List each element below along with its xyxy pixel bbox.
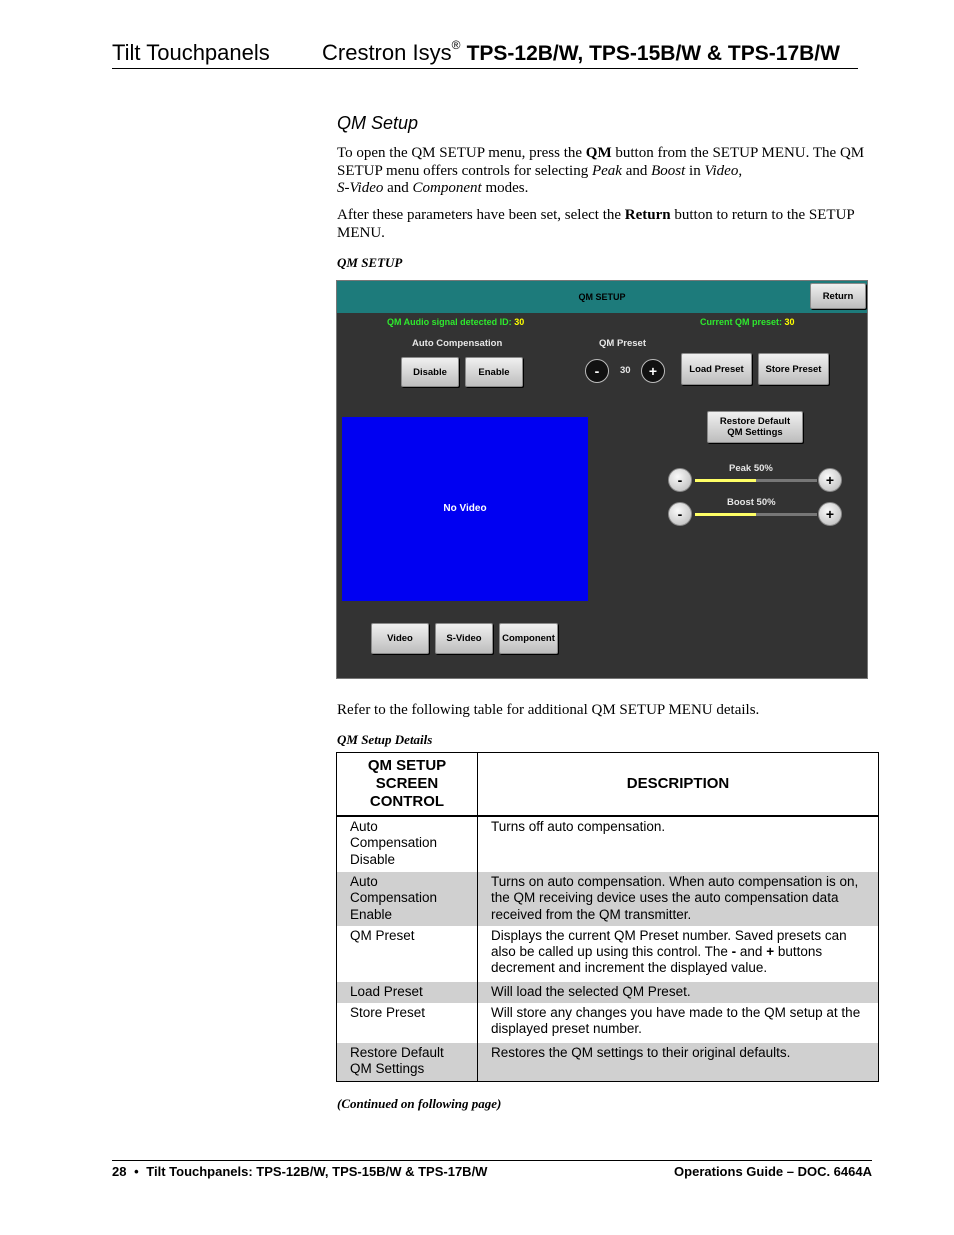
no-video-label: No Video <box>443 503 487 514</box>
header-line: SCREEN <box>375 775 439 792</box>
video-button[interactable]: Video <box>371 623 429 654</box>
header-left: Tilt Touchpanels <box>112 40 270 65</box>
control-cell: Store Preset <box>337 1003 478 1043</box>
header-line: QM SETUP <box>367 757 447 774</box>
preset-value: 30 <box>620 365 631 376</box>
desc-text: buttons decrement and increment the displayed value. <box>491 944 823 976</box>
qm-setup-screen <box>336 280 868 679</box>
load-preset-button[interactable]: Load Preset <box>681 353 752 385</box>
table-row <box>337 982 879 1003</box>
auto-compensation-label: Auto Compensation <box>412 338 503 349</box>
peak-label: Peak 50% <box>729 463 773 474</box>
description-cell: Restores the QM settings to their original defaults. <box>478 1043 879 1081</box>
peak-plus-button[interactable]: + <box>818 468 842 492</box>
control-cell <box>337 1043 478 1081</box>
text: After these parameters have been set, select the <box>337 207 625 223</box>
boost-slider[interactable] <box>695 513 817 516</box>
component-button[interactable]: Component <box>499 623 558 654</box>
signal-detected-readout <box>387 317 524 327</box>
bold-return: Return <box>624 207 671 223</box>
table-row <box>337 816 879 872</box>
page-header <box>112 38 858 69</box>
description-cell: Turns off auto compensation. <box>478 816 879 872</box>
text: in <box>685 162 705 179</box>
enable-button[interactable]: Enable <box>465 357 523 387</box>
header-line: CONTROL <box>369 793 445 810</box>
italic-svideo: S-Video <box>337 180 384 196</box>
header-right <box>322 40 840 66</box>
signal-value: 30 <box>514 317 525 327</box>
header-models: TPS-12B/W, TPS-15B/W & TPS-17B/W <box>466 42 840 65</box>
current-value: 30 <box>784 317 795 327</box>
registered-mark: ® <box>451 38 461 52</box>
screen-title: QM SETUP <box>578 292 626 302</box>
description-cell: Turns on auto compensation. When auto compensation is on, the QM receiving device uses the auto compensation data received from the QM transmitter. <box>478 872 879 926</box>
preset-plus-button[interactable]: + <box>641 359 665 383</box>
peak-slider[interactable] <box>695 479 817 482</box>
signal-label: QM Audio signal detected ID: <box>387 317 512 327</box>
description-cell: Will load the selected QM Preset. <box>478 982 879 1003</box>
peak-slider-fill <box>695 479 756 482</box>
restore-line-2: QM Settings <box>727 427 783 438</box>
italic-peak: Peak <box>591 162 622 179</box>
table-row <box>337 872 879 926</box>
page-number: 28 <box>112 1164 127 1179</box>
table-row <box>337 926 879 982</box>
description-cell <box>478 926 879 982</box>
footer-left: Tilt Touchpanels: TPS-12B/W, TPS-15B/W & TPS-17B/W <box>146 1164 488 1179</box>
restore-line-1: Restore Default <box>719 416 791 427</box>
text: To open the QM SETUP menu, press the <box>337 145 586 161</box>
bold-minus: - <box>731 944 737 960</box>
title-bar <box>337 281 867 313</box>
control-cell <box>337 816 478 872</box>
table-row <box>337 1003 879 1043</box>
control-text: Disable <box>350 851 396 867</box>
bold-qm: QM <box>585 145 612 161</box>
table-intro-paragraph: Refer to the following table for additional QM SETUP MENU details. <box>337 702 760 718</box>
return-button[interactable]: Return <box>810 283 866 309</box>
boost-slider-fill <box>695 513 756 516</box>
preset-minus-button[interactable]: - <box>585 359 609 383</box>
table-header-row <box>337 753 879 817</box>
control-text: Auto <box>350 874 378 889</box>
current-preset-readout <box>700 317 795 327</box>
header-brand: Crestron Isys <box>322 40 452 65</box>
boost-label: Boost 50% <box>727 497 776 508</box>
text: , <box>738 162 743 179</box>
desc-text: Displays the current QM Preset number. Saved presets can also be called up using this control. The <box>491 927 847 960</box>
peak-minus-button[interactable]: - <box>668 468 692 492</box>
section-title: QM Setup <box>337 113 419 133</box>
text: and <box>621 162 652 179</box>
video-preview <box>342 417 588 601</box>
return-paragraph <box>337 207 867 242</box>
boost-plus-button[interactable]: + <box>818 502 842 526</box>
boost-minus-button[interactable]: - <box>668 502 692 526</box>
description-column-header: DESCRIPTION <box>478 753 879 817</box>
control-text: Compensation <box>350 890 438 906</box>
figure-caption: QM SETUP <box>337 255 403 270</box>
description-cell: Will store any changes you have made to the QM setup at the displayed preset number. <box>478 1003 879 1043</box>
table-row <box>337 1043 879 1081</box>
control-cell: Load Preset <box>337 982 478 1003</box>
control-text: Enable <box>350 906 393 922</box>
store-preset-button[interactable]: Store Preset <box>758 353 829 385</box>
disable-button[interactable]: Disable <box>401 357 459 387</box>
bold-plus: + <box>766 944 775 960</box>
control-text: Restore Default <box>350 1045 444 1061</box>
footer-bullet: • <box>134 1164 139 1179</box>
qm-preset-label: QM Preset <box>599 338 646 349</box>
table-caption: QM Setup Details <box>337 732 433 747</box>
control-column-header <box>337 753 478 817</box>
restore-defaults-button[interactable] <box>707 411 803 443</box>
italic-video: Video <box>704 162 739 179</box>
text: button to return to the SETUP MENU. <box>337 207 855 241</box>
control-text: Compensation <box>350 835 438 851</box>
page-footer <box>112 1160 872 1179</box>
control-text: QM Settings <box>350 1061 425 1077</box>
control-cell: QM Preset <box>337 926 478 982</box>
footer-right: Operations Guide – DOC. 6464A <box>674 1164 872 1179</box>
qm-setup-details-table <box>336 752 879 1082</box>
italic-component: Component <box>412 180 482 196</box>
intro-paragraph <box>337 145 867 198</box>
text: modes. <box>481 180 529 196</box>
svideo-button[interactable]: S-Video <box>435 623 493 654</box>
continued-note: (Continued on following page) <box>337 1096 502 1111</box>
desc-text: and <box>736 944 767 960</box>
text: and <box>383 180 413 196</box>
control-text: Auto <box>350 819 378 834</box>
current-label: Current QM preset: <box>700 317 783 327</box>
control-cell <box>337 872 478 926</box>
text: button from the SETUP MENU. The QM SETUP menu offers controls for selecting <box>337 145 865 179</box>
italic-boost: Boost <box>651 162 686 179</box>
